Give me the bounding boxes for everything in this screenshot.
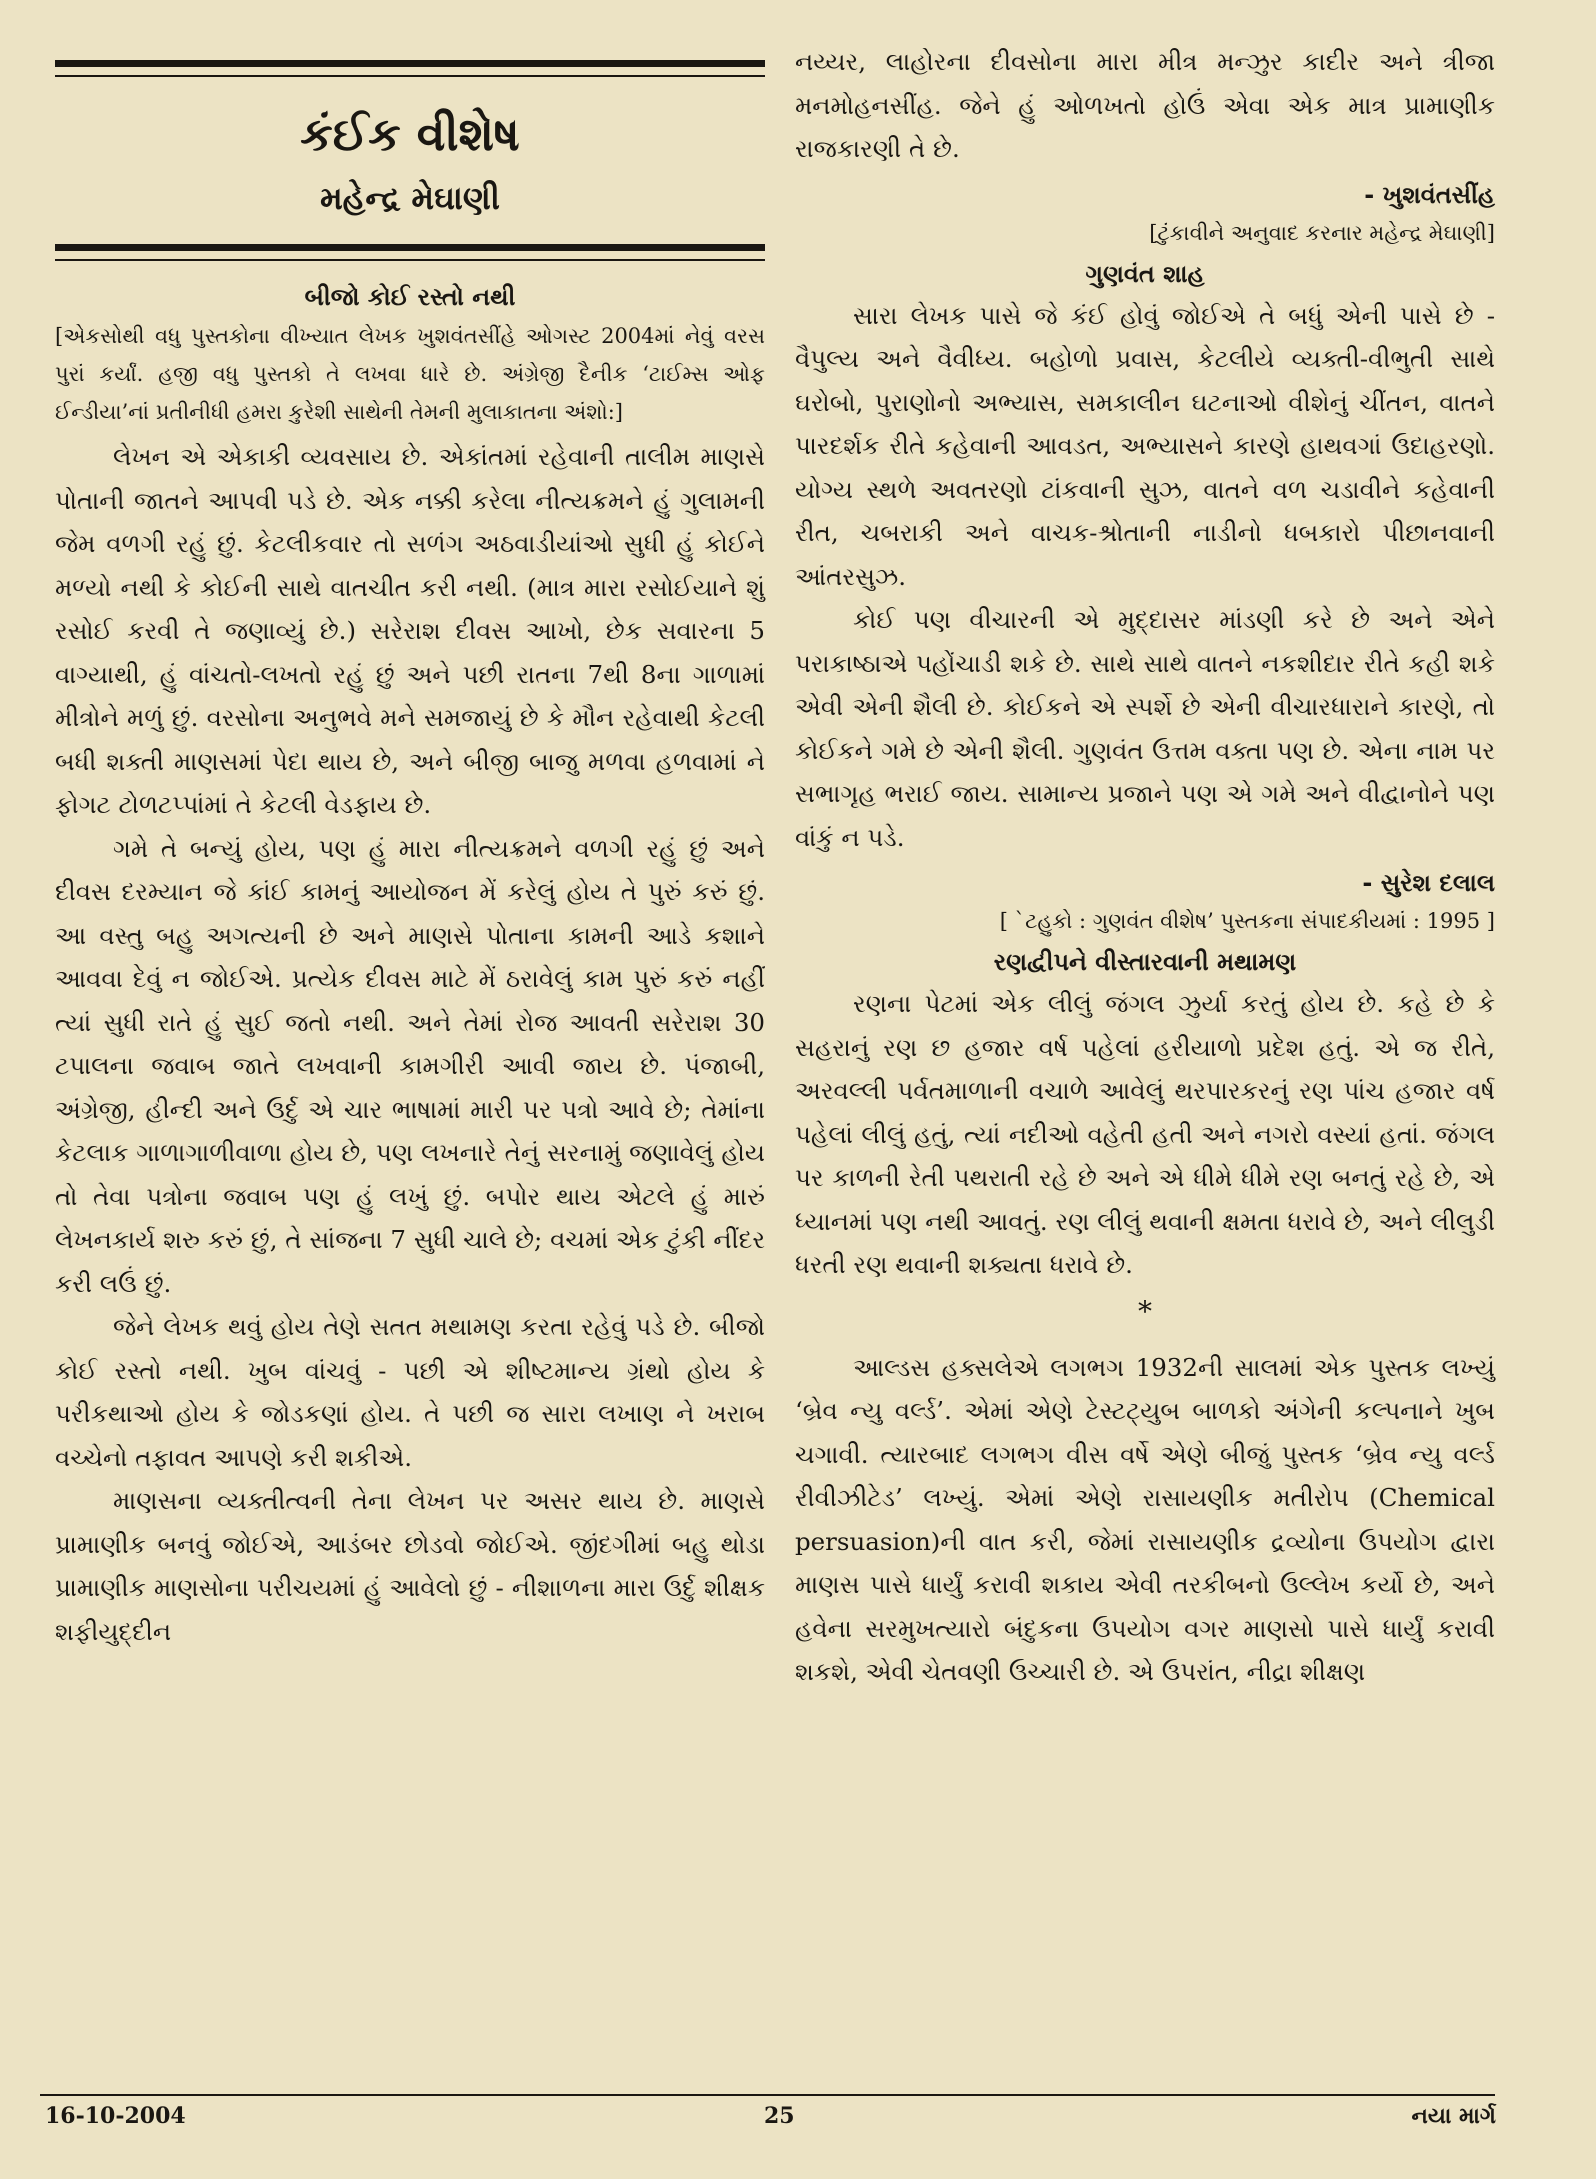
title-top-thin-rule [55, 75, 765, 77]
article-paragraph: જેને લેખક થવું હોય તેણે સતત મથામણ કરતા રહેવું પડે છે. બીજો કોઈ રસ્તો નથી. ખુબ વાંચવું - પછી એ શીષ્ટમાન્ય ગ્રંથો હોય કે પરીકથાઓ હોય કે જોડકણાં હોય. તે પછી જ સારા લખાણ ને ખરાબ વચ્ચેનો તફાવત આપણે કરી શકીએ. [55, 1312, 765, 1472]
interview-intro: [એકસોથી વધુ પુસ્તકોના વીખ્યાત લેખક ખુશવંતસીંહે ઓગસ્ટ 2004માં નેવું વરસ પુરાં કર્યાં. હજી વધુ પુસ્તકો તે લખવા ધારે છે. અંગ્રેજી દૈનીક ‘ટાઈમ્સ ઓફ ઈન્ડીયા’નાં પ્રતીનીધી હમરા કુરેશી સાથેની તેમની મુલાકાતના અંશો:] [55, 324, 765, 424]
signature-suresh-dalal: - સુરેશ દલાલ [1362, 869, 1495, 897]
section-separator: * [1138, 1294, 1152, 1328]
title-bottom-thin-rule [55, 259, 765, 261]
column-title: કંઈક વીશેષ [300, 107, 520, 161]
section-heading-gunvant-shah: ગુણવંત શાહ [1085, 259, 1205, 288]
section-heading-no-other-way: બીજો કોઈ રસ્તો નથી [304, 283, 516, 311]
article-paragraph: રણના પેટમાં એક લીલું જંગલ ઝુર્યા કરતું હોય છે. કહે છે કે સહરાનું રણ છ હજાર વર્ષ પહેલાં હરીયાળો પ્રદેશ હતું. એ જ રીતે, અરવલ્લી પર્વતમાળાની વચાળે આવેલું થરપારકરનું રણ પાંચ હજાર વર્ષ પહેલાં લીલું હતું, ત્યાં નદીઓ વહેતી હતી અને નગરો વસ્યાં હતાં. જંગલ પર કાળની રેતી પથરાતી રહે છે અને એ ધીમે ધીમે રણ બનતું રહે છે, એ ધ્યાનમાં પણ નથી આવતું. રણ લીલું થવાની ક્ષમતા ધરાવે છે, અને લીલુડી ધરતી રણ થવાની શક્યતા ધરાવે છે. [795, 989, 1495, 1279]
article-paragraph: માણસના વ્યક્તીત્વની તેના લેખન પર અસર થાય છે. માણસે પ્રામાણીક બનવું જોઈએ, આડંબર છોડવો જોઈએ. જીંદગીમાં બહુ થોડા પ્રામાણીક માણસોના પરીચયમાં હું આવેલો છું - નીશાળના મારા ઉર્દુ શીક્ષક શફીયુદ્દીન [55, 1486, 765, 1646]
article-paragraph: સારા લેખક પાસે જે કંઈ હોવું જોઈએ તે બધું એની પાસે છે - વૈપુલ્ય અને વૈવીધ્ય. બહોળો પ્રવાસ, કેટલીયે વ્યક્તી-વીભુતી સાથે ઘરોબો, પુરાણોનો અભ્યાસ, સમકાલીન ઘટનાઓ વીશેનું ચીંતન, વાતને પારદર્શક રીતે કહેવાની આવડત, અભ્યાસને કારણે હાથવગાં ઉદાહરણો. યોગ્ય સ્થળે અવતરણો ટાંકવાની સુઝ, વાતને વળ ચડાવીને કહેવાની રીત, ચબરાકી અને વાચક-શ્રોતાની નાડીનો ધબકારો પીછાનવાની આંતરસુઝ. [795, 300, 1495, 591]
source-note: [ `ટહુકો : ગુણવંત વીશેષ’ પુસ્તકના સંપાદકીયમાં : 1995 ] [999, 909, 1495, 933]
section-heading-oasis: રણદ્વીપને વીસ્તારવાની મથામણ [993, 948, 1297, 976]
signature-khushwant: - ખુશવંતસીંહ [1364, 180, 1495, 209]
title-bottom-rule [55, 244, 765, 251]
translator-note: [ટુંકાવીને અનુવાદ કરનાર મહેન્દ્ર મેઘાણી] [1149, 220, 1495, 245]
article-paragraph: આલ્ડસ હક્સલેએ લગભગ 1932ની સાલમાં એક પુસ્તક લખ્યું ‘બ્રેવ ન્યુ વર્લ્ડ’. એમાં એણે ટેસ્ટટ્યુબ બાળકો અંગેની કલ્પનાને ખુબ ચગાવી. ત્યારબાદ લગભગ વીસ વર્ષે એણે બીજું પુસ્તક ‘બ્રેવ ન્યુ વર્લ્ડ રીવીઝીટેડ’ લખ્યું. એમાં એણે રાસાયણીક મતીરોપ (Chemical persuasion)ની વાત કરી, જેમાં રાસાયણીક દ્રવ્યોના ઉપયોગ દ્વારા માણસ પાસે ધાર્યું કરાવી શકાય એવી તરકીબનો ઉલ્લેખ કર્યો છે, અને હવેના સરમુખત્યારો બંદુકના ઉપયોગ વગર માણસો પાસે ધાર્યું કરાવી શકશે, એવી ચેતવણી ઉચ્ચારી છે. એ ઉપરાંત, નીદ્રા શીક્ષણ [795, 1352, 1495, 1686]
article-paragraph: ગમે તે બન્યું હોય, પણ હું મારા નીત્યક્રમને વળગી રહું છું અને દીવસ દરમ્યાન જે કાંઈ કામનું આયોજન મેં કરેલું હોય તે પુરું કરું છું. આ વસ્તુ બહુ અગત્યની છે અને માણસે પોતાના કામની આડે કશાને આવવા દેવું ન જોઈએ. પ્રત્યેક દીવસ માટે મેં ઠરાવેલું કામ પુરું કરું નહીં ત્યાં સુધી રાતે હું સુઈ જતો નથી. અને તેમાં રોજ આવતી સરેરાશ 30 ટપાલના જવાબ જાતે લખવાની કામગીરી આવી જાય છે. પંજાબી, અંગ્રેજી, હીન્દી અને ઉર્દુ એ ચાર ભાષામાં મારી પર પત્રો આવે છે; તેમાંના કેટલાક ગાળાગાળીવાળા હોય છે, પણ લખનારે તેનું સરનામું જણાવેલું હોય તો તેવા પત્રોના જવાબ પણ હું લખું છું. બપોર થાય એટલે હું મારું લેખનકાર્ય શરુ કરું છું, તે સાંજના 7 સુધી ચાલે છે; વચમાં એક ટુંકી નીંદર કરી લઉં છું. [55, 833, 765, 1298]
magazine-name: નયા માર્ગ [1411, 2103, 1496, 2129]
left-column [55, 40, 765, 1653]
article-paragraph: લેખન એ એકાકી વ્યવસાય છે. એકાંતમાં રહેવાની તાલીમ માણસે પોતાની જાતને આપવી પડે છે. એક નક્કી કરેલા નીત્યક્રમને હું ગુલામની જેમ વળગી રહું છું. કેટલીકવાર તો સળંગ અઠવાડીયાંઓ સુધી હું કોઈને મળ્યો નથી કે કોઈની સાથે વાતચીત કરી નથી. (માત્ર મારા રસોઈયાને શું રસોઈ કરવી તે જણાવ્યું છે.) સરેરાશ દીવસ આખો, છેક સવારના 5 વાગ્યાથી, હું વાંચતો-લખતો રહું છું અને પછી રાતના 7થી 8ના ગાળામાં મીત્રોને મળું છું. વરસોના અનુભવે મને સમજાયું છે કે મૌન રહેવાથી કેટલી બધી શક્તી માણસમાં પેદા થાય છે, અને બીજી બાજુ મળવા હળવામાં ને ફોગટ ટોળટપ્પાંમાં તે કેટલી વેડફાય છે. [55, 442, 765, 819]
footer-rule [40, 2094, 1495, 2096]
right-column [795, 40, 1495, 1694]
continued-paragraph: નય્યર, લાહોરના દીવસોના મારા મીત્ર મન્ઝુર કાદીર અને ત્રીજા મનમોહનસીંહ. જેને હું ઓળખતો હોઉં એવા એક માત્ર પ્રામાણીક રાજકારણી તે છે. [795, 47, 1495, 163]
issue-date: 16-10-2004 [45, 2103, 186, 2129]
column-author: મહેન્દ્ર મેઘાણી [320, 179, 500, 217]
article-paragraph: કોઈ પણ વીચારની એ મુદ્દાસર માંડણી કરે છે અને એને પરાકાષ્ઠાએ પહોંચાડી શકે છે. સાથે સાથે વાતને નકશીદાર રીતે કહી શકે એવી એની શૈલી છે. કોઈકને એ સ્પર્શે છે એની વીચારધારાને કારણે, તો કોઈકને ગમે છે એની શૈલી. ગુણવંત ઉત્તમ વક્તા પણ છે. એના નામ પર સભાગૃહ ભરાઈ જાય. સામાન્ય પ્રજાને પણ એ ગમે અને વીદ્વાનોને પણ વાંકું ન પડે. [795, 605, 1495, 852]
page-number: 25 [764, 2103, 795, 2129]
title-top-rule [55, 60, 765, 67]
